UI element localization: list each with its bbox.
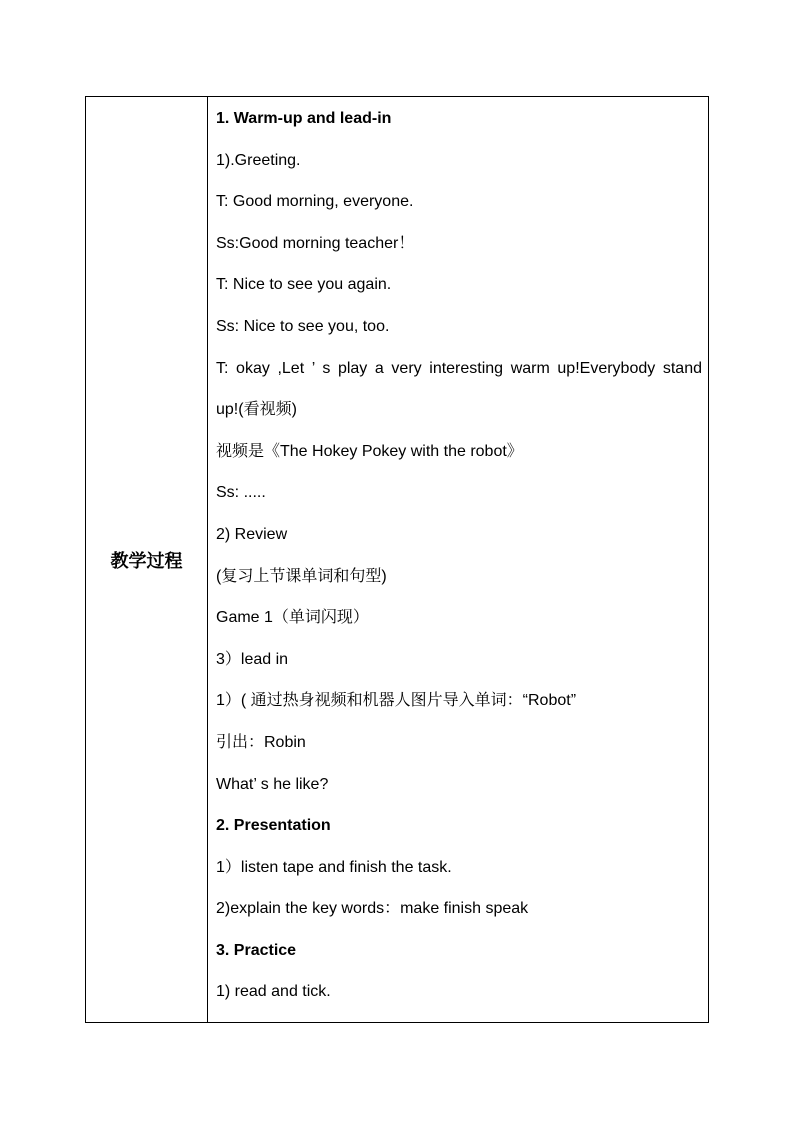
content-line: (复习上节课单词和句型) <box>216 567 387 585</box>
lesson-plan-table <box>85 96 709 1023</box>
content-line: up!(看视频) <box>216 401 297 419</box>
table-row <box>86 97 709 1023</box>
content-line: 2) Review <box>216 525 288 543</box>
content-cell <box>208 97 709 1023</box>
content-line: Game 1（单词闪现） <box>216 609 369 627</box>
section-label: 教学过程 <box>110 550 183 572</box>
content-line: 1）( 通过热身视频和机器人图片导入单词：“Robot” <box>216 692 577 710</box>
section-heading: 1. Warm-up and lead-in <box>216 110 392 127</box>
content-line: 视频是《The Hokey Pokey with the robot》 <box>216 442 523 460</box>
content-line: Ss: Nice to see you, too. <box>216 317 390 335</box>
content-line: Ss: ..... <box>216 484 266 502</box>
section-heading: 3. Practice <box>216 941 297 959</box>
content-line: T: okay ,Let ’ s play a very interesting warm up!Everybody stand <box>216 359 702 377</box>
content-line: T: Nice to see you again. <box>216 276 392 294</box>
content-lines <box>216 107 702 1022</box>
content-line: 1）listen tape and finish the task. <box>216 858 452 876</box>
content-line: 1) read and tick. <box>216 983 331 1001</box>
content-line: 1).Greeting. <box>216 151 301 169</box>
section-label-cell <box>86 97 208 1023</box>
content-line: 引出：Robin <box>216 733 306 751</box>
section-heading: 2. Presentation <box>216 817 331 835</box>
content-line: What’ s he like? <box>216 775 329 793</box>
content-line: Ss:Good morning teacher！ <box>216 234 415 252</box>
content-line: 3）lead in <box>216 650 289 668</box>
content-line: T: Good morning, everyone. <box>216 193 414 211</box>
content-line: 2)explain the key words：make finish speak <box>216 900 529 918</box>
